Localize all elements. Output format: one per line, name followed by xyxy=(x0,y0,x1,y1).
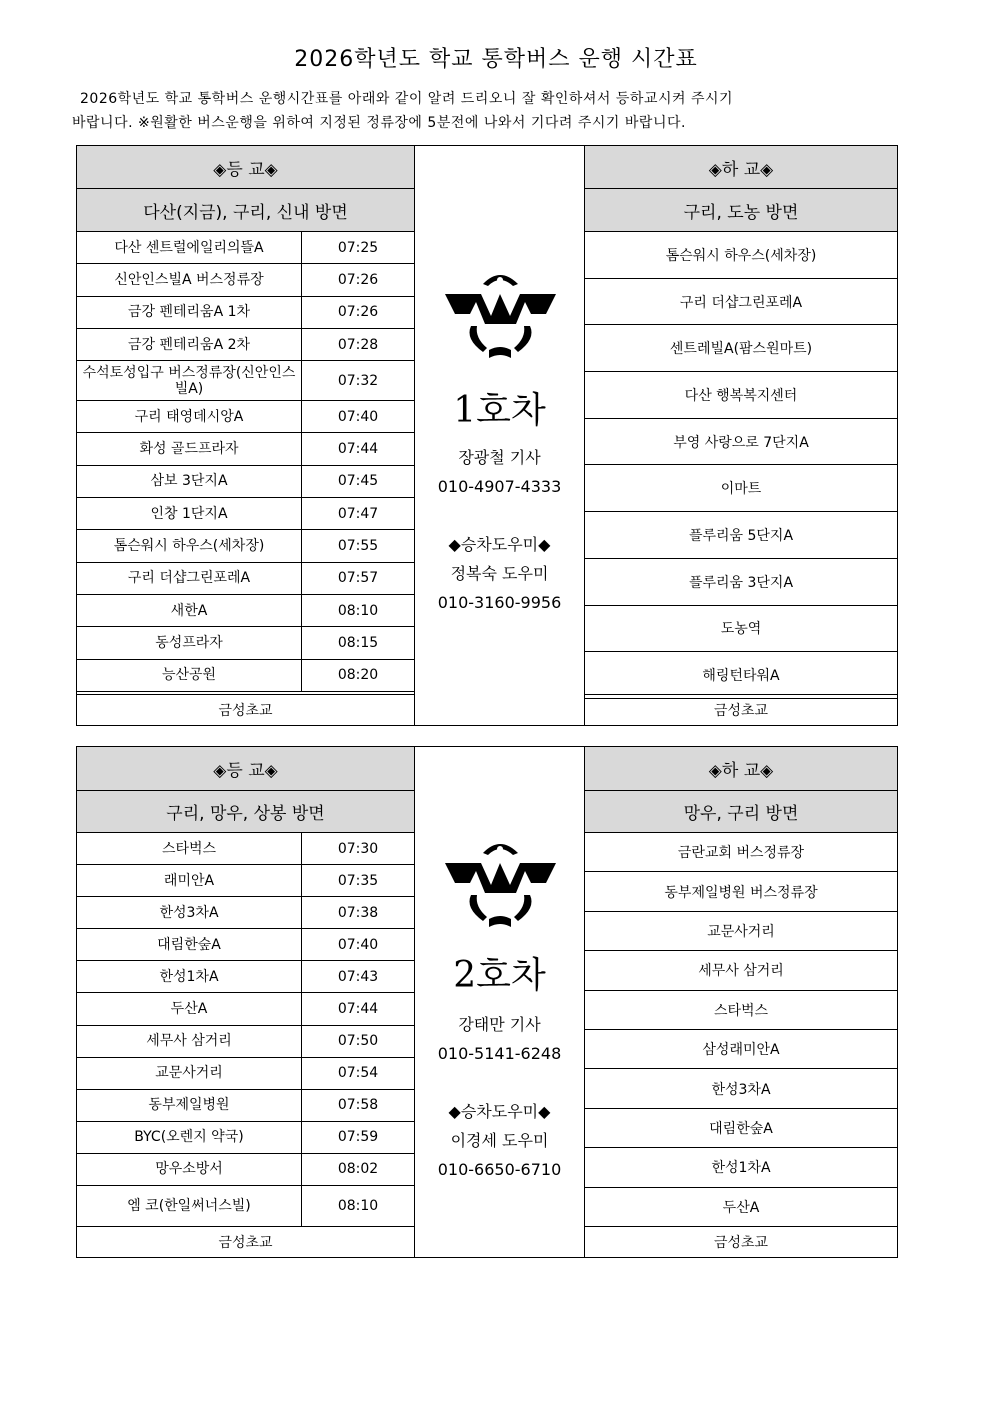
driver-name: 강태만 기사 xyxy=(458,1015,541,1034)
departure-time: 07:30 xyxy=(337,840,379,857)
morning-stop-row xyxy=(77,1186,414,1227)
morning-column xyxy=(76,145,414,726)
afternoon-stop-row: 한성1차A xyxy=(585,1148,897,1187)
departure-time: 07:57 xyxy=(337,570,379,587)
afternoon-header: ◈하 교◈ xyxy=(585,146,897,189)
morning-stop-row xyxy=(77,498,414,530)
morning-stop-row xyxy=(77,865,414,897)
afternoon-destination: 금성초교 xyxy=(585,1226,897,1257)
driver-info xyxy=(415,1010,584,1184)
afternoon-stop-row: 톰슨워시 하우스(세차장) xyxy=(585,232,897,279)
departure-time: 07:55 xyxy=(337,538,379,555)
afternoon-destination: 금성초교 xyxy=(585,694,897,725)
stop-name: 구리 더샵그린포레A xyxy=(77,563,302,594)
morning-header: ◈등 교◈ xyxy=(77,146,414,189)
departure-time: 07:32 xyxy=(337,372,379,389)
bus-2-schedule xyxy=(76,746,898,1258)
stop-name: 두산A xyxy=(77,993,302,1024)
departure-time: 07:40 xyxy=(337,408,379,425)
stop-name: 망우소방서 xyxy=(77,1154,302,1185)
departure-time: 07:26 xyxy=(337,271,379,288)
driver-phone: 010-5141-6248 xyxy=(437,1044,562,1063)
departure-time: 07:25 xyxy=(337,239,379,256)
departure-time: 08:10 xyxy=(337,1198,379,1215)
morning-stop-row xyxy=(77,1090,414,1122)
morning-stop-row xyxy=(77,595,414,627)
afternoon-stop-row: 센트레빌A(팜스원마트) xyxy=(585,325,897,372)
departure-time: 07:44 xyxy=(337,441,379,458)
afternoon-stop-row: 삼성래미안A xyxy=(585,1030,897,1069)
morning-stop-row xyxy=(77,297,414,329)
morning-stop-row xyxy=(77,961,414,993)
afternoon-stop-row: 플루리움 3단지A xyxy=(585,559,897,606)
stop-name: 대림한숲A xyxy=(77,929,302,960)
morning-header: ◈등 교◈ xyxy=(77,747,414,791)
stop-name: 신안인스빌A 버스정류장 xyxy=(77,264,302,295)
school-emblem-icon xyxy=(443,833,558,933)
afternoon-stop-row: 세무사 삼거리 xyxy=(585,951,897,990)
morning-route: 다산(지금), 구리, 신내 방면 xyxy=(77,189,414,232)
morning-stop-list xyxy=(77,833,414,1227)
intro-text xyxy=(72,87,922,135)
morning-stop-row xyxy=(77,660,414,692)
departure-time: 07:58 xyxy=(337,1097,379,1114)
departure-time: 07:38 xyxy=(337,904,379,921)
morning-stop-row xyxy=(77,833,414,865)
intro-line-2: 바랍니다. ※원활한 버스운행을 위하여 지정된 정류장에 5분전에 나와서 기다려 주시기 바랍니다. xyxy=(72,115,686,131)
afternoon-route: 망우, 구리 방면 xyxy=(585,791,897,833)
departure-time: 07:54 xyxy=(337,1065,379,1082)
stop-name: 수석토성입구 버스정류장(신안인스빌A) xyxy=(77,361,302,400)
stop-name: 엠 코(한일써너스빌) xyxy=(77,1186,302,1226)
bus-info xyxy=(414,145,585,726)
morning-stop-row xyxy=(77,361,414,401)
stop-name: 한성3차A xyxy=(77,897,302,928)
stop-name: 동부제일병원 xyxy=(77,1090,302,1121)
helper-name: 정복숙 도우미 xyxy=(450,564,549,583)
afternoon-route: 구리, 도농 방면 xyxy=(585,189,897,232)
afternoon-stop-row: 플루리움 5단지A xyxy=(585,512,897,559)
afternoon-stop-list xyxy=(585,232,897,699)
helper-name: 이경세 도우미 xyxy=(450,1131,549,1150)
stop-name: 화성 골드프라자 xyxy=(77,433,302,464)
stop-name: BYC(오렌지 약국) xyxy=(77,1122,302,1153)
stop-name: 세무사 삼거리 xyxy=(77,1026,302,1057)
afternoon-stop-row: 대림한숲A xyxy=(585,1109,897,1148)
stop-name: 스타벅스 xyxy=(77,833,302,864)
stop-name: 동성프라자 xyxy=(77,627,302,658)
morning-route: 구리, 망우, 상봉 방면 xyxy=(77,791,414,833)
departure-time: 07:26 xyxy=(337,304,379,321)
afternoon-stop-row: 두산A xyxy=(585,1188,897,1227)
morning-column xyxy=(76,746,414,1258)
morning-stop-row xyxy=(77,1122,414,1154)
helper-title: ◆승차도우미◆ xyxy=(448,535,551,554)
morning-stop-row xyxy=(77,1026,414,1058)
bus-1-schedule xyxy=(76,145,898,726)
departure-time: 07:35 xyxy=(337,872,379,889)
morning-stop-row xyxy=(77,466,414,498)
stop-name: 교문사거리 xyxy=(77,1058,302,1089)
morning-destination: 금성초교 xyxy=(77,1226,414,1257)
helper-phone: 010-3160-9956 xyxy=(437,593,562,612)
bus-number: 2호차 xyxy=(453,955,546,996)
morning-stop-row xyxy=(77,264,414,296)
morning-stop-row xyxy=(77,232,414,264)
bus-info xyxy=(414,746,585,1258)
afternoon-stop-row: 금란교회 버스정류장 xyxy=(585,833,897,872)
morning-stop-row xyxy=(77,433,414,465)
morning-stop-row xyxy=(77,1154,414,1186)
afternoon-stop-row: 다산 행복복지센터 xyxy=(585,372,897,419)
stop-name: 능산공원 xyxy=(77,660,302,691)
afternoon-header: ◈하 교◈ xyxy=(585,747,897,791)
departure-time: 07:40 xyxy=(337,936,379,953)
stop-name: 한성1차A xyxy=(77,961,302,992)
departure-time: 07:47 xyxy=(337,505,379,522)
afternoon-stop-row: 이마트 xyxy=(585,465,897,512)
departure-time: 08:10 xyxy=(337,602,379,619)
stop-name: 구리 태영데시앙A xyxy=(77,401,302,432)
departure-time: 08:20 xyxy=(337,667,379,684)
afternoon-stop-row: 구리 더샵그린포레A xyxy=(585,279,897,326)
stop-name: 톰슨워시 하우스(세차장) xyxy=(77,530,302,561)
afternoon-stop-row: 교문사거리 xyxy=(585,912,897,951)
afternoon-column xyxy=(585,746,898,1258)
morning-stop-row xyxy=(77,401,414,433)
stop-name: 금강 펜테리움A 2차 xyxy=(77,329,302,360)
afternoon-stop-row: 도농역 xyxy=(585,606,897,653)
afternoon-column xyxy=(585,145,898,726)
afternoon-stop-list xyxy=(585,833,897,1227)
afternoon-stop-row: 해링턴타워A xyxy=(585,652,897,699)
helper-phone: 010-6650-6710 xyxy=(437,1160,562,1179)
departure-time: 07:59 xyxy=(337,1129,379,1146)
morning-stop-row xyxy=(77,627,414,659)
morning-stop-row xyxy=(77,993,414,1025)
departure-time: 07:44 xyxy=(337,1001,379,1018)
afternoon-stop-row: 동부제일병원 버스정류장 xyxy=(585,872,897,911)
departure-time: 07:45 xyxy=(337,473,379,490)
morning-stop-row xyxy=(77,929,414,961)
morning-stop-row xyxy=(77,530,414,562)
afternoon-stop-row: 한성3차A xyxy=(585,1069,897,1108)
stop-name: 삼보 3단지A xyxy=(77,466,302,497)
departure-time: 07:43 xyxy=(337,968,379,985)
departure-time: 07:28 xyxy=(337,336,379,353)
intro-line-1: 2026학년도 학교 통학버스 운행시간표를 아래와 같이 알려 드리오니 잘 확인하셔서 등하교시켜 주시기 xyxy=(80,91,734,107)
departure-time: 08:15 xyxy=(337,634,379,651)
morning-stop-row xyxy=(77,1058,414,1090)
afternoon-stop-row: 부영 사랑으로 7단지A xyxy=(585,419,897,466)
departure-time: 08:02 xyxy=(337,1161,379,1178)
morning-stop-list xyxy=(77,232,414,692)
helper-title: ◆승차도우미◆ xyxy=(448,1102,551,1121)
stop-name: 래미안A xyxy=(77,865,302,896)
driver-info xyxy=(415,443,584,617)
morning-stop-row xyxy=(77,563,414,595)
morning-stop-row xyxy=(77,897,414,929)
stop-name: 금강 펜테리움A 1차 xyxy=(77,297,302,328)
morning-destination: 금성초교 xyxy=(77,694,414,725)
departure-time: 07:50 xyxy=(337,1033,379,1050)
stop-name: 인창 1단지A xyxy=(77,498,302,529)
stop-name: 새한A xyxy=(77,595,302,626)
stop-name: 다산 센트럴에일리의뜰A xyxy=(77,232,302,263)
driver-phone: 010-4907-4333 xyxy=(437,477,562,496)
bus-number: 1호차 xyxy=(453,390,546,431)
school-emblem-icon xyxy=(443,264,558,364)
morning-stop-row xyxy=(77,329,414,361)
afternoon-stop-row: 스타벅스 xyxy=(585,991,897,1030)
driver-name: 장광철 기사 xyxy=(458,448,541,467)
page-title: 2026학년도 학교 통학버스 운행 시간표 xyxy=(294,47,698,72)
